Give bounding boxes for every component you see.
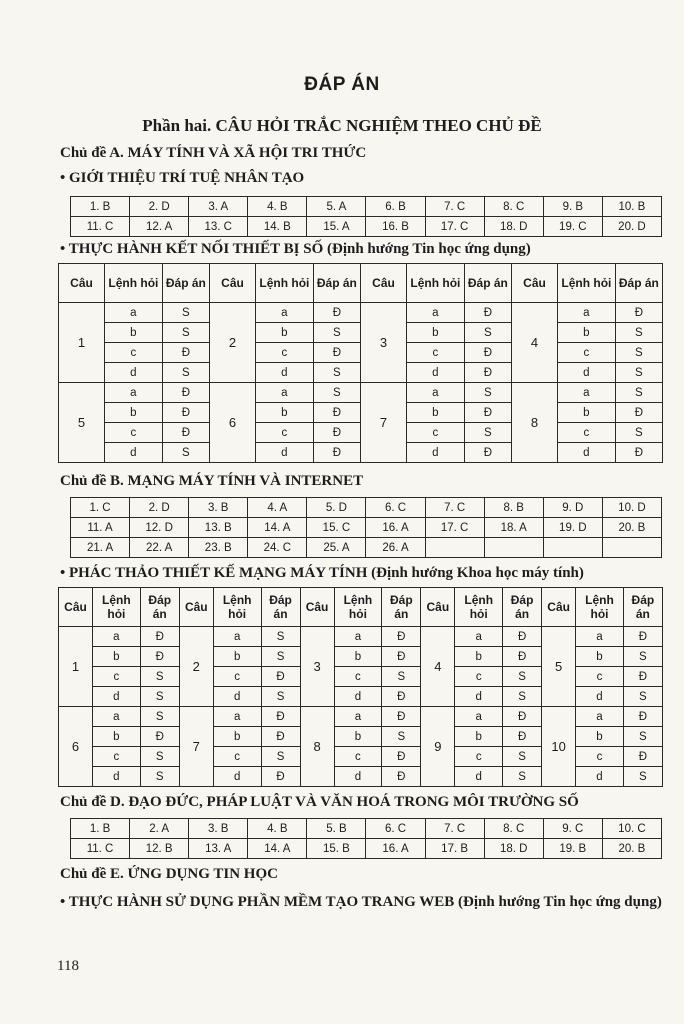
answer-row	[71, 839, 662, 859]
answer-cell: 1. B	[71, 819, 130, 839]
true-false-answer: Đ	[623, 627, 662, 647]
prompt-letter: a	[256, 303, 314, 323]
prompt-letter: d	[334, 687, 382, 707]
question-number: 3	[361, 303, 407, 383]
answer-cell: 11. C	[71, 839, 130, 859]
prompt-letter: c	[576, 667, 624, 687]
prompt-letter: c	[105, 343, 163, 363]
prompt-letter: b	[213, 647, 261, 667]
true-false-answer: Đ	[615, 443, 662, 463]
true-false-answer: Đ	[140, 647, 179, 667]
prompt-letter: a	[455, 707, 503, 727]
true-false-answer: S	[615, 363, 662, 383]
answer-cell: 19. D	[543, 518, 602, 538]
empty-cell	[425, 538, 484, 558]
true-false-answer: Đ	[623, 667, 662, 687]
answer-header: Đáp án	[140, 588, 179, 627]
answer-cell: 11. C	[71, 217, 130, 237]
question-number: 5	[542, 627, 576, 707]
header-row	[59, 264, 663, 303]
true-false-answer: S	[140, 707, 179, 727]
prompt-letter: d	[256, 363, 314, 383]
answer-cell: 16. A	[366, 518, 425, 538]
true-false-answer: Đ	[503, 647, 542, 667]
true-false-answer: S	[313, 383, 360, 403]
answer-row	[71, 819, 662, 839]
answer-cell: 17. B	[425, 839, 484, 859]
prompt-letter: c	[93, 667, 141, 687]
true-false-answer: S	[313, 363, 360, 383]
prompt-letter: a	[407, 303, 465, 323]
answer-cell: 18. D	[484, 217, 543, 237]
true-false-answer: S	[464, 423, 511, 443]
answer-cell: 20. B	[602, 839, 661, 859]
question-header: Câu	[421, 588, 455, 627]
prompt-letter: b	[455, 727, 503, 747]
true-false-answer: Đ	[162, 343, 209, 363]
prompt-letter: a	[334, 627, 382, 647]
true-false-answer: Đ	[313, 423, 360, 443]
prompt-letter: d	[455, 767, 503, 787]
prompt-letter: d	[334, 767, 382, 787]
true-false-answer: Đ	[140, 627, 179, 647]
answer-cell: 1. C	[71, 498, 130, 518]
topic-e-heading: Chủ đề E. ỨNG DỤNG TIN HỌC	[60, 866, 278, 882]
question-header: Câu	[59, 264, 105, 303]
true-false-answer: Đ	[313, 443, 360, 463]
prompt-letter: b	[407, 403, 465, 423]
answer-cell: 19. C	[543, 217, 602, 237]
answer-cell: 14. A	[248, 518, 307, 538]
prompt-letter: a	[558, 383, 616, 403]
question-number: 3	[300, 627, 334, 707]
answer-cell: 21. A	[71, 538, 130, 558]
prompt-header: Lệnh hỏi	[576, 588, 624, 627]
prompt-letter: d	[256, 443, 314, 463]
answer-cell: 26. A	[366, 538, 425, 558]
answer-cell: 19. B	[543, 839, 602, 859]
question-header: Câu	[542, 588, 576, 627]
question-number: 8	[512, 383, 558, 463]
part-title: Phần hai. CÂU HỎI TRẮC NGHIỆM THEO CHỦ ĐỀ	[142, 116, 542, 135]
question-number: 7	[179, 707, 213, 787]
prompt-letter: d	[558, 443, 616, 463]
answer-row	[71, 538, 662, 558]
true-false-answer: Đ	[261, 667, 300, 687]
true-false-answer: S	[162, 303, 209, 323]
true-false-answer: Đ	[162, 383, 209, 403]
true-false-answer: S	[623, 687, 662, 707]
answer-cell: 14. A	[248, 839, 307, 859]
true-false-answer: Đ	[464, 363, 511, 383]
answer-cell: 9. B	[543, 197, 602, 217]
true-false-answer: Đ	[313, 343, 360, 363]
answer-cell: 14. B	[248, 217, 307, 237]
answer-cell: 18. A	[484, 518, 543, 538]
prompt-letter: a	[105, 383, 163, 403]
answer-cell: 3. A	[189, 197, 248, 217]
answer-header: Đáp án	[162, 264, 209, 303]
prompt-letter: d	[213, 687, 261, 707]
answer-cell: 13. C	[189, 217, 248, 237]
prompt-header: Lệnh hỏi	[407, 264, 465, 303]
answer-cell: 16. A	[366, 839, 425, 859]
prompt-letter: c	[93, 747, 141, 767]
answer-cell: 15. B	[307, 839, 366, 859]
prompt-letter: b	[455, 647, 503, 667]
true-false-answer: Đ	[382, 767, 421, 787]
answer-cell: 25. A	[307, 538, 366, 558]
answer-cell: 24. C	[248, 538, 307, 558]
true-false-answer: Đ	[382, 687, 421, 707]
prompt-letter: d	[576, 767, 624, 787]
answer-cell: 12. B	[130, 839, 189, 859]
answer-row	[71, 518, 662, 538]
prompt-letter: a	[576, 707, 624, 727]
prompt-letter: b	[105, 403, 163, 423]
question-header: Câu	[210, 264, 256, 303]
question-number: 6	[59, 707, 93, 787]
prompt-header: Lệnh hỏi	[558, 264, 616, 303]
true-false-answer: S	[261, 747, 300, 767]
true-false-answer: Đ	[464, 403, 511, 423]
prompt-letter: d	[558, 363, 616, 383]
true-false-answer: S	[464, 323, 511, 343]
topic-b-heading: Chủ đề B. MẠNG MÁY TÍNH VÀ INTERNET	[60, 473, 364, 489]
answer-cell: 4. A	[248, 498, 307, 518]
question-number: 6	[210, 383, 256, 463]
true-false-answer: S	[162, 443, 209, 463]
true-false-answer: S	[140, 667, 179, 687]
page-title: ĐÁP ÁN	[304, 74, 380, 95]
answer-cell: 16. B	[366, 217, 425, 237]
topic-d-heading: Chủ đề D. ĐẠO ĐỨC, PHÁP LUẬT VÀ VĂN HOÁ TRONG MÔI TRƯỜNG SỐ	[60, 794, 579, 810]
prompt-letter: d	[105, 363, 163, 383]
true-false-answer: S	[615, 343, 662, 363]
ai-intro-heading: • GIỚI THIỆU TRÍ TUỆ NHÂN TẠO	[60, 170, 305, 186]
answer-row	[59, 627, 663, 647]
prompt-letter: b	[256, 323, 314, 343]
true-false-answer: Đ	[615, 303, 662, 323]
prompt-letter: a	[558, 303, 616, 323]
question-number: 10	[542, 707, 576, 787]
true-false-answer: S	[382, 727, 421, 747]
answer-header: Đáp án	[313, 264, 360, 303]
prompt-header: Lệnh hỏi	[256, 264, 314, 303]
prompt-letter: b	[576, 647, 624, 667]
answer-cell: 20. B	[602, 518, 661, 538]
prompt-letter: d	[407, 363, 465, 383]
question-number: 1	[59, 303, 105, 383]
answer-cell: 20. D	[602, 217, 661, 237]
prompt-letter: a	[407, 383, 465, 403]
true-false-answer: Đ	[261, 767, 300, 787]
answer-cell: 7. C	[425, 819, 484, 839]
answer-row	[71, 217, 662, 237]
true-false-answer: S	[162, 323, 209, 343]
prompt-letter: d	[105, 443, 163, 463]
answer-cell: 10. C	[602, 819, 661, 839]
prompt-letter: b	[213, 727, 261, 747]
prompt-header: Lệnh hỏi	[93, 588, 141, 627]
page-number: 118	[57, 958, 79, 974]
answer-row	[59, 383, 663, 403]
true-false-answer: Đ	[162, 423, 209, 443]
true-false-answer: Đ	[162, 403, 209, 423]
prompt-letter: d	[213, 767, 261, 787]
true-false-answer: S	[140, 687, 179, 707]
prompt-letter: b	[558, 403, 616, 423]
question-header: Câu	[361, 264, 407, 303]
true-false-answer: S	[623, 647, 662, 667]
ethics-answer-table	[70, 818, 662, 859]
device-connection-heading: • THỰC HÀNH KẾT NỐI THIẾT BỊ SỐ (Định hướng Tin học ứng dụng)	[60, 241, 531, 257]
true-false-answer: Đ	[382, 707, 421, 727]
answer-cell: 8. C	[484, 197, 543, 217]
answer-cell: 7. C	[425, 498, 484, 518]
answer-header: Đáp án	[503, 588, 542, 627]
true-false-answer: S	[615, 423, 662, 443]
answer-cell: 15. C	[307, 518, 366, 538]
true-false-answer: Đ	[464, 303, 511, 323]
prompt-letter: c	[256, 423, 314, 443]
true-false-answer: S	[503, 747, 542, 767]
true-false-answer: Đ	[261, 707, 300, 727]
prompt-header: Lệnh hỏi	[455, 588, 503, 627]
question-header: Câu	[179, 588, 213, 627]
prompt-letter: b	[334, 727, 382, 747]
answer-cell: 2. D	[130, 498, 189, 518]
prompt-letter: c	[455, 747, 503, 767]
answer-cell: 3. B	[189, 498, 248, 518]
true-false-answer: S	[382, 667, 421, 687]
ai-intro-answer-table	[70, 196, 662, 237]
answer-cell: 6. C	[366, 498, 425, 518]
prompt-letter: b	[93, 727, 141, 747]
prompt-letter: a	[93, 627, 141, 647]
true-false-answer: Đ	[382, 647, 421, 667]
prompt-letter: c	[455, 667, 503, 687]
true-false-answer: Đ	[382, 747, 421, 767]
answer-cell: 22. A	[130, 538, 189, 558]
answer-cell: 8. B	[484, 498, 543, 518]
prompt-letter: b	[334, 647, 382, 667]
prompt-letter: b	[105, 323, 163, 343]
true-false-answer: Đ	[140, 727, 179, 747]
prompt-letter: c	[213, 747, 261, 767]
empty-cell	[543, 538, 602, 558]
answer-cell: 12. D	[130, 518, 189, 538]
question-number: 2	[179, 627, 213, 707]
true-false-answer: Đ	[464, 443, 511, 463]
answer-cell: 6. B	[366, 197, 425, 217]
true-false-answer: S	[162, 363, 209, 383]
true-false-answer: S	[615, 323, 662, 343]
answer-cell: 11. A	[71, 518, 130, 538]
prompt-letter: c	[576, 747, 624, 767]
prompt-letter: a	[213, 627, 261, 647]
prompt-letter: c	[558, 423, 616, 443]
true-false-answer: Đ	[464, 343, 511, 363]
prompt-letter: b	[558, 323, 616, 343]
device-connection-answer-table	[58, 263, 663, 463]
prompt-letter: c	[213, 667, 261, 687]
answer-header: Đáp án	[464, 264, 511, 303]
answer-header: Đáp án	[261, 588, 300, 627]
answer-header: Đáp án	[615, 264, 662, 303]
prompt-letter: a	[213, 707, 261, 727]
question-header: Câu	[59, 588, 93, 627]
question-number: 2	[210, 303, 256, 383]
true-false-answer: Đ	[503, 727, 542, 747]
true-false-answer: Đ	[382, 627, 421, 647]
prompt-letter: c	[558, 343, 616, 363]
true-false-answer: S	[503, 667, 542, 687]
topic-a-heading: Chủ đề A. MÁY TÍNH VÀ XÃ HỘI TRI THỨC	[60, 145, 367, 161]
web-builder-heading: • THỰC HÀNH SỬ DỤNG PHẦN MỀM TẠO TRANG WEB (Định hướng Tin học ứng dụng)	[60, 894, 662, 910]
true-false-answer: S	[261, 687, 300, 707]
answer-cell: 18. D	[484, 839, 543, 859]
true-false-answer: S	[503, 767, 542, 787]
answer-row	[59, 707, 663, 727]
prompt-letter: c	[334, 747, 382, 767]
true-false-answer: S	[615, 383, 662, 403]
answer-header: Đáp án	[623, 588, 662, 627]
answer-cell: 17. C	[425, 518, 484, 538]
prompt-letter: d	[576, 687, 624, 707]
question-number: 4	[421, 627, 455, 707]
network-answer-table	[70, 497, 662, 558]
true-false-answer: Đ	[503, 627, 542, 647]
true-false-answer: Đ	[313, 403, 360, 423]
answer-cell: 13. A	[189, 839, 248, 859]
answer-cell: 15. A	[307, 217, 366, 237]
answer-cell: 5. A	[307, 197, 366, 217]
true-false-answer: S	[623, 727, 662, 747]
answer-cell: 10. D	[602, 498, 661, 518]
prompt-letter: c	[407, 343, 465, 363]
answer-cell: 4. B	[248, 819, 307, 839]
true-false-answer: Đ	[615, 403, 662, 423]
true-false-answer: S	[140, 767, 179, 787]
answer-cell: 4. B	[248, 197, 307, 217]
prompt-letter: a	[105, 303, 163, 323]
prompt-letter: c	[334, 667, 382, 687]
question-number: 1	[59, 627, 93, 707]
answer-header: Đáp án	[382, 588, 421, 627]
prompt-letter: d	[455, 687, 503, 707]
answer-cell: 8. C	[484, 819, 543, 839]
prompt-header: Lệnh hỏi	[213, 588, 261, 627]
answer-cell: 6. C	[366, 819, 425, 839]
prompt-letter: c	[105, 423, 163, 443]
prompt-letter: c	[256, 343, 314, 363]
true-false-answer: Đ	[623, 747, 662, 767]
question-number: 9	[421, 707, 455, 787]
answer-cell: 17. C	[425, 217, 484, 237]
header-row	[59, 588, 663, 627]
prompt-header: Lệnh hỏi	[334, 588, 382, 627]
answer-row	[59, 303, 663, 323]
prompt-letter: a	[256, 383, 314, 403]
prompt-letter: a	[334, 707, 382, 727]
question-number: 5	[59, 383, 105, 463]
prompt-letter: d	[93, 767, 141, 787]
prompt-letter: a	[93, 707, 141, 727]
answer-cell: 5. D	[307, 498, 366, 518]
prompt-letter: b	[576, 727, 624, 747]
network-design-heading: • PHÁC THẢO THIẾT KẾ MẠNG MÁY TÍNH (Định hướng Khoa học máy tính)	[60, 565, 584, 581]
prompt-letter: b	[407, 323, 465, 343]
question-number: 4	[512, 303, 558, 383]
true-false-answer: S	[313, 323, 360, 343]
answer-cell: 3. B	[189, 819, 248, 839]
prompt-letter: c	[407, 423, 465, 443]
answer-cell: 13. B	[189, 518, 248, 538]
true-false-answer: Đ	[503, 707, 542, 727]
true-false-answer: Đ	[313, 303, 360, 323]
true-false-answer: S	[140, 747, 179, 767]
true-false-answer: S	[261, 647, 300, 667]
true-false-answer: Đ	[261, 727, 300, 747]
answer-cell: 2. A	[130, 819, 189, 839]
answer-cell: 23. B	[189, 538, 248, 558]
answer-cell: 9. C	[543, 819, 602, 839]
prompt-letter: d	[407, 443, 465, 463]
question-header: Câu	[512, 264, 558, 303]
answer-row	[71, 498, 662, 518]
prompt-letter: b	[256, 403, 314, 423]
answer-cell: 12. A	[130, 217, 189, 237]
question-header: Câu	[300, 588, 334, 627]
answer-cell: 1. B	[71, 197, 130, 217]
answer-cell: 9. D	[543, 498, 602, 518]
answer-cell: 2. D	[130, 197, 189, 217]
true-false-answer: S	[623, 767, 662, 787]
prompt-header: Lệnh hỏi	[105, 264, 163, 303]
true-false-answer: Đ	[623, 707, 662, 727]
network-design-answer-table	[58, 587, 663, 787]
question-number: 7	[361, 383, 407, 463]
empty-cell	[484, 538, 543, 558]
prompt-letter: a	[455, 627, 503, 647]
true-false-answer: S	[464, 383, 511, 403]
true-false-answer: S	[261, 627, 300, 647]
empty-cell	[602, 538, 661, 558]
true-false-answer: S	[503, 687, 542, 707]
prompt-letter: b	[93, 647, 141, 667]
answer-cell: 10. B	[602, 197, 661, 217]
answer-cell: 7. C	[425, 197, 484, 217]
prompt-letter: d	[93, 687, 141, 707]
answer-cell: 5. B	[307, 819, 366, 839]
question-number: 8	[300, 707, 334, 787]
answer-row	[71, 197, 662, 217]
prompt-letter: a	[576, 627, 624, 647]
